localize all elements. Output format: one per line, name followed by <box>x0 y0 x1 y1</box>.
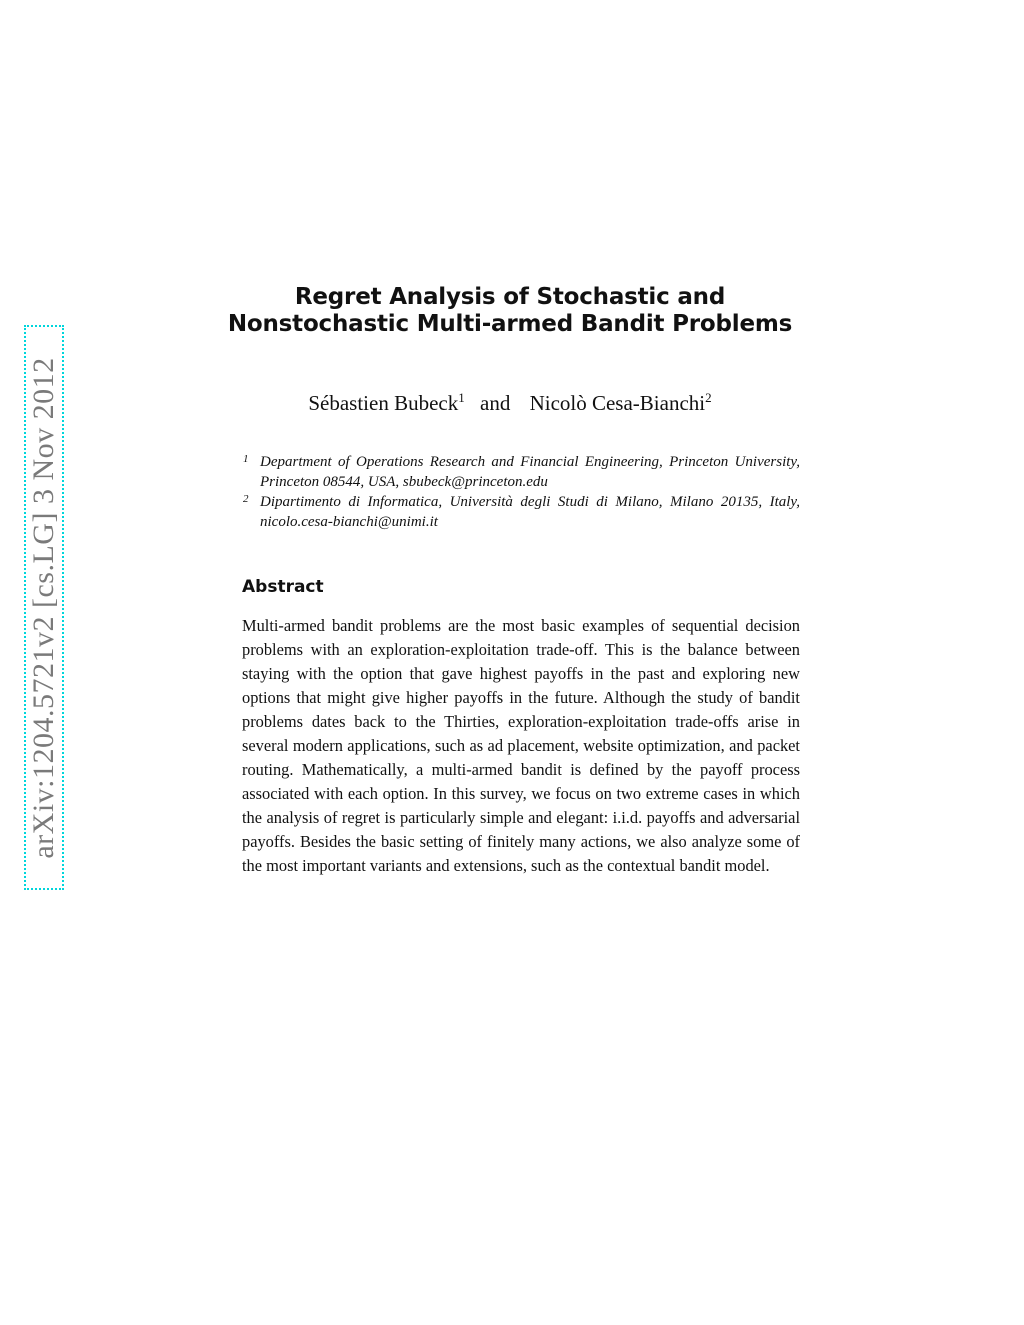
affiliation <box>243 452 800 492</box>
author-conjunction: and <box>480 391 511 415</box>
paper-title <box>200 284 820 338</box>
affiliation-text: Department of Operations Research and Financial Engineering, Princeton University, Princeton 08544, USA, sbubeck@princeton.edu <box>260 454 800 490</box>
affiliation-number: 2 <box>243 493 249 505</box>
author-list <box>200 390 820 416</box>
affiliation-mark: 2 <box>705 390 712 405</box>
affiliation-number: 1 <box>243 453 249 465</box>
affiliation <box>243 492 800 532</box>
arxiv-stamp <box>24 325 64 890</box>
author-name: Sébastien Bubeck <box>308 391 459 415</box>
affiliation-mark: 1 <box>458 390 465 405</box>
paper-title-line-1: Regret Analysis of Stochastic and <box>294 284 726 310</box>
affiliation-text: Dipartimento di Informatica, Università degli Studi di Milano, Milano 20135, Italy, nicolo.cesa-bianchi@unimi.it <box>260 494 800 530</box>
abstract-heading: Abstract <box>242 577 324 597</box>
author-name: Nicolò Cesa-Bianchi <box>529 391 706 415</box>
arxiv-identifier: arXiv:1204.5721v2 [cs.LG] 3 Nov 2012 <box>27 356 60 859</box>
paper-title-line-2: Nonstochastic Multi-armed Bandit Problems <box>227 311 793 337</box>
abstract-text: Multi-armed bandit problems are the most basic examples of sequential decision problems with an exploration-exploitation trade-off. This is the balance between staying with the option that gave highest payoffs in the past and exploring new options that might give higher payoffs in the future. Although the study of bandit problems dates back to the Thirties, exploration-exploitation trade-offs arise in several modern applications, such as ad placement, website optimization, and packet routing. Mathematically, a multi-armed bandit is defined by the payoff process associated with each option. In this survey, we focus on two extreme cases in which the analysis of regret is particularly simple and elegant: i.i.d. payoffs and adversarial payoffs. Besides the basic setting of finitely many actions, we also analyze some of the most important variants and extensions, such as the contextual bandit model. <box>242 616 800 875</box>
